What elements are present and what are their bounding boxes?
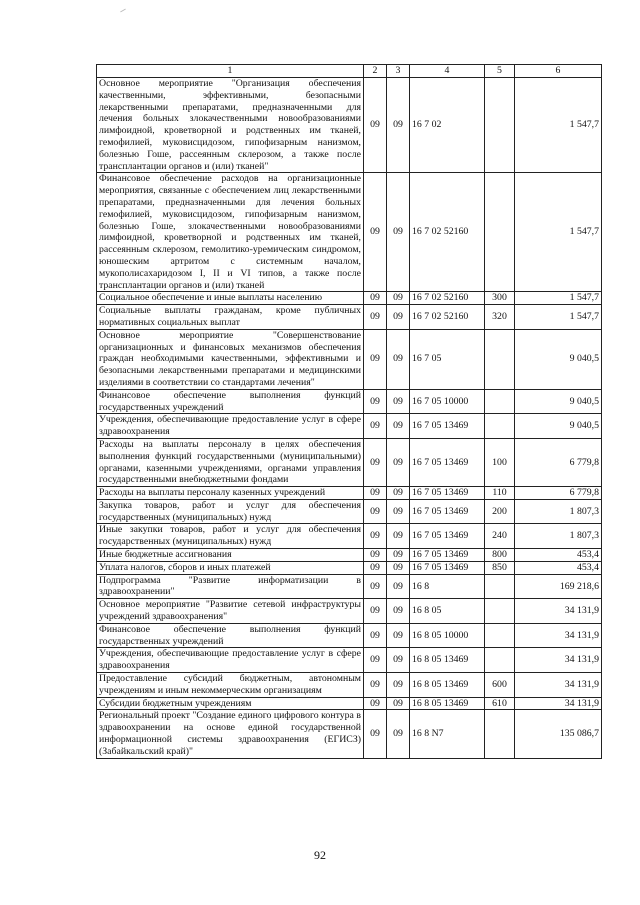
row-target-code: 16 7 05 13469 — [410, 487, 485, 500]
column-header-subsection: 3 — [387, 65, 410, 78]
row-section: 09 — [364, 329, 387, 389]
row-expense-type — [485, 329, 515, 389]
row-subsection: 09 — [387, 414, 410, 439]
row-section: 09 — [364, 487, 387, 500]
row-section: 09 — [364, 648, 387, 673]
column-header-section: 2 — [364, 65, 387, 78]
row-target-code: 16 7 02 — [410, 78, 485, 173]
row-name: Основное мероприятие "Организация обеспечения качественными, эффективными, безопасными лекарственными препаратами, предназначенными для лечения больных злокачественными новообразованиями лимфоидной, кроветворной и родственных им тканей, гемофилией, муковисцидозом, гипофизарным нанизмом, болезнью Гоше, рассеянным склерозом, а также после трансплантации органов и (или) тканей" — [97, 78, 364, 173]
table-row — [97, 561, 602, 574]
row-subsection: 09 — [387, 673, 410, 698]
row-target-code: 16 7 05 13469 — [410, 549, 485, 562]
row-amount: 6 779,8 — [515, 487, 602, 500]
table-row — [97, 599, 602, 624]
row-name: Расходы на выплаты персоналу казенных учреждений — [97, 487, 364, 500]
row-name: Основное мероприятие "Развитие сетевой инфраструктуры учреждений здравоохранения" — [97, 599, 364, 624]
row-target-code: 16 8 05 13469 — [410, 673, 485, 698]
row-target-code: 16 7 05 13469 — [410, 414, 485, 439]
row-expense-type: 300 — [485, 292, 515, 305]
table-body — [97, 78, 602, 759]
row-subsection: 09 — [387, 499, 410, 524]
row-target-code: 16 8 05 13469 — [410, 697, 485, 710]
row-subsection: 09 — [387, 574, 410, 599]
row-amount: 1 547,7 — [515, 173, 602, 292]
row-amount: 1 807,3 — [515, 499, 602, 524]
row-amount: 1 807,3 — [515, 524, 602, 549]
table-row — [97, 414, 602, 439]
table-row — [97, 292, 602, 305]
row-amount: 453,4 — [515, 549, 602, 562]
row-expense-type — [485, 648, 515, 673]
row-subsection: 09 — [387, 438, 410, 486]
row-section: 09 — [364, 173, 387, 292]
row-section: 09 — [364, 623, 387, 648]
table-row — [97, 524, 602, 549]
row-section: 09 — [364, 574, 387, 599]
row-expense-type — [485, 173, 515, 292]
row-expense-type — [485, 599, 515, 624]
row-section: 09 — [364, 524, 387, 549]
row-section: 09 — [364, 78, 387, 173]
row-subsection: 09 — [387, 524, 410, 549]
page-number: 92 — [314, 848, 326, 862]
table-row — [97, 673, 602, 698]
row-name: Подпрограмма "Развитие информатизации в здравоохранении" — [97, 574, 364, 599]
row-name: Финансовое обеспечение расходов на организационные мероприятия, связанные с обеспечением лиц лекарственными препаратами, предназначенными для лечения больных гемофилией, муковисцидозом, гипофизарным нанизмом, болезнью Гоше, злокачественными новообразованиями лимфоидной, кроветворной и родственных им тканей, рассеянным склерозом, гемолитико-уремическим синдромом, юношеским артритом с системным началом, мукополисахаридозом I, II и VI типов, а также после трансплантации органов и (или) тканей — [97, 173, 364, 292]
row-target-code: 16 8 05 — [410, 599, 485, 624]
row-subsection: 09 — [387, 305, 410, 330]
row-expense-type — [485, 710, 515, 758]
table-row — [97, 329, 602, 389]
row-amount: 9 040,5 — [515, 389, 602, 414]
row-amount: 34 131,9 — [515, 648, 602, 673]
row-expense-type — [485, 414, 515, 439]
table-row — [97, 173, 602, 292]
table-row — [97, 697, 602, 710]
row-amount: 169 218,6 — [515, 574, 602, 599]
row-target-code: 16 8 — [410, 574, 485, 599]
row-name: Закупка товаров, работ и услуг для обеспечения государственных (муниципальных) нужд — [97, 499, 364, 524]
row-amount: 34 131,9 — [515, 673, 602, 698]
row-section: 09 — [364, 389, 387, 414]
column-header-target-code: 4 — [410, 65, 485, 78]
row-expense-type — [485, 623, 515, 648]
table-row — [97, 623, 602, 648]
row-expense-type: 600 — [485, 673, 515, 698]
budget-table-container — [96, 64, 601, 759]
row-target-code: 16 7 05 10000 — [410, 389, 485, 414]
row-amount: 1 547,7 — [515, 292, 602, 305]
table-row — [97, 305, 602, 330]
row-name: Финансовое обеспечение выполнения функций государственных учреждений — [97, 389, 364, 414]
row-name: Учреждения, обеспечивающие предоставление услуг в сфере здравоохранения — [97, 414, 364, 439]
row-section: 09 — [364, 414, 387, 439]
row-name: Уплата налогов, сборов и иных платежей — [97, 561, 364, 574]
row-expense-type — [485, 574, 515, 599]
column-header-expense-type: 5 — [485, 65, 515, 78]
row-expense-type — [485, 78, 515, 173]
row-expense-type: 100 — [485, 438, 515, 486]
row-name: Социальное обеспечение и иные выплаты населению — [97, 292, 364, 305]
row-name: Финансовое обеспечение выполнения функций государственных учреждений — [97, 623, 364, 648]
row-target-code: 16 8 N7 — [410, 710, 485, 758]
row-section: 09 — [364, 438, 387, 486]
row-expense-type: 320 — [485, 305, 515, 330]
row-name: Расходы на выплаты персоналу в целях обеспечения выполнения функций государственными (муниципальными) органами, казенными учреждениями, органами управления государственными внебюджетными фондами — [97, 438, 364, 486]
row-section: 09 — [364, 710, 387, 758]
table-row — [97, 438, 602, 486]
row-subsection: 09 — [387, 173, 410, 292]
row-amount: 34 131,9 — [515, 697, 602, 710]
row-expense-type: 610 — [485, 697, 515, 710]
row-section: 09 — [364, 673, 387, 698]
row-target-code: 16 7 05 — [410, 329, 485, 389]
row-amount: 453,4 — [515, 561, 602, 574]
row-subsection: 09 — [387, 487, 410, 500]
row-name: Субсидии бюджетным учреждениям — [97, 697, 364, 710]
row-amount: 6 779,8 — [515, 438, 602, 486]
column-header-amount: 6 — [515, 65, 602, 78]
row-section: 09 — [364, 305, 387, 330]
row-subsection: 09 — [387, 697, 410, 710]
row-name: Иные закупки товаров, работ и услуг для обеспечения государственных (муниципальных) нужд — [97, 524, 364, 549]
row-subsection: 09 — [387, 710, 410, 758]
row-subsection: 09 — [387, 549, 410, 562]
row-amount: 1 547,7 — [515, 305, 602, 330]
row-section: 09 — [364, 549, 387, 562]
row-amount: 1 547,7 — [515, 78, 602, 173]
table-row — [97, 78, 602, 173]
table-row — [97, 487, 602, 500]
row-name: Предоставление субсидий бюджетным, автономным учреждениям и иным некоммерческим организациям — [97, 673, 364, 698]
row-target-code: 16 7 02 52160 — [410, 305, 485, 330]
row-target-code: 16 7 05 13469 — [410, 438, 485, 486]
row-amount: 34 131,9 — [515, 599, 602, 624]
row-subsection: 09 — [387, 561, 410, 574]
row-name: Иные бюджетные ассигнования — [97, 549, 364, 562]
row-amount: 135 086,7 — [515, 710, 602, 758]
table-row — [97, 499, 602, 524]
row-name: Основное мероприятие "Совершенствование организационных и финансовых механизмов обеспечения граждан необходимыми качественными, эффективными и безопасными лекарственными препаратами и медицинскими изделиями в соответствии со стандартами лечения" — [97, 329, 364, 389]
budget-table — [96, 64, 602, 759]
row-amount: 34 131,9 — [515, 623, 602, 648]
row-subsection: 09 — [387, 78, 410, 173]
table-header-row — [97, 65, 602, 78]
row-target-code: 16 7 02 52160 — [410, 292, 485, 305]
row-section: 09 — [364, 561, 387, 574]
row-subsection: 09 — [387, 648, 410, 673]
row-expense-type: 850 — [485, 561, 515, 574]
row-subsection: 09 — [387, 329, 410, 389]
row-amount: 9 040,5 — [515, 414, 602, 439]
row-expense-type: 800 — [485, 549, 515, 562]
table-row — [97, 574, 602, 599]
row-subsection: 09 — [387, 292, 410, 305]
row-target-code: 16 8 05 13469 — [410, 648, 485, 673]
row-section: 09 — [364, 499, 387, 524]
row-section: 09 — [364, 292, 387, 305]
row-section: 09 — [364, 599, 387, 624]
row-section: 09 — [364, 697, 387, 710]
row-target-code: 16 7 05 13469 — [410, 499, 485, 524]
row-name: Региональный проект "Создание единого цифрового контура в здравоохранении на основе единой государственной информационной системы здравоохранения (ЕГИСЗ) (Забайкальский край)" — [97, 710, 364, 758]
row-expense-type: 110 — [485, 487, 515, 500]
row-name: Учреждения, обеспечивающие предоставление услуг в сфере здравоохранения — [97, 648, 364, 673]
table-row — [97, 648, 602, 673]
row-target-code: 16 7 05 13469 — [410, 561, 485, 574]
scan-mark — [120, 9, 126, 13]
row-target-code: 16 7 02 52160 — [410, 173, 485, 292]
row-expense-type: 240 — [485, 524, 515, 549]
row-expense-type: 200 — [485, 499, 515, 524]
row-amount: 9 040,5 — [515, 329, 602, 389]
row-subsection: 09 — [387, 623, 410, 648]
row-subsection: 09 — [387, 599, 410, 624]
table-row — [97, 389, 602, 414]
table-row — [97, 710, 602, 758]
table-row — [97, 549, 602, 562]
row-subsection: 09 — [387, 389, 410, 414]
row-name: Социальные выплаты гражданам, кроме публичных нормативных социальных выплат — [97, 305, 364, 330]
row-expense-type — [485, 389, 515, 414]
row-target-code: 16 7 05 13469 — [410, 524, 485, 549]
column-header-name: 1 — [97, 65, 364, 78]
row-target-code: 16 8 05 10000 — [410, 623, 485, 648]
